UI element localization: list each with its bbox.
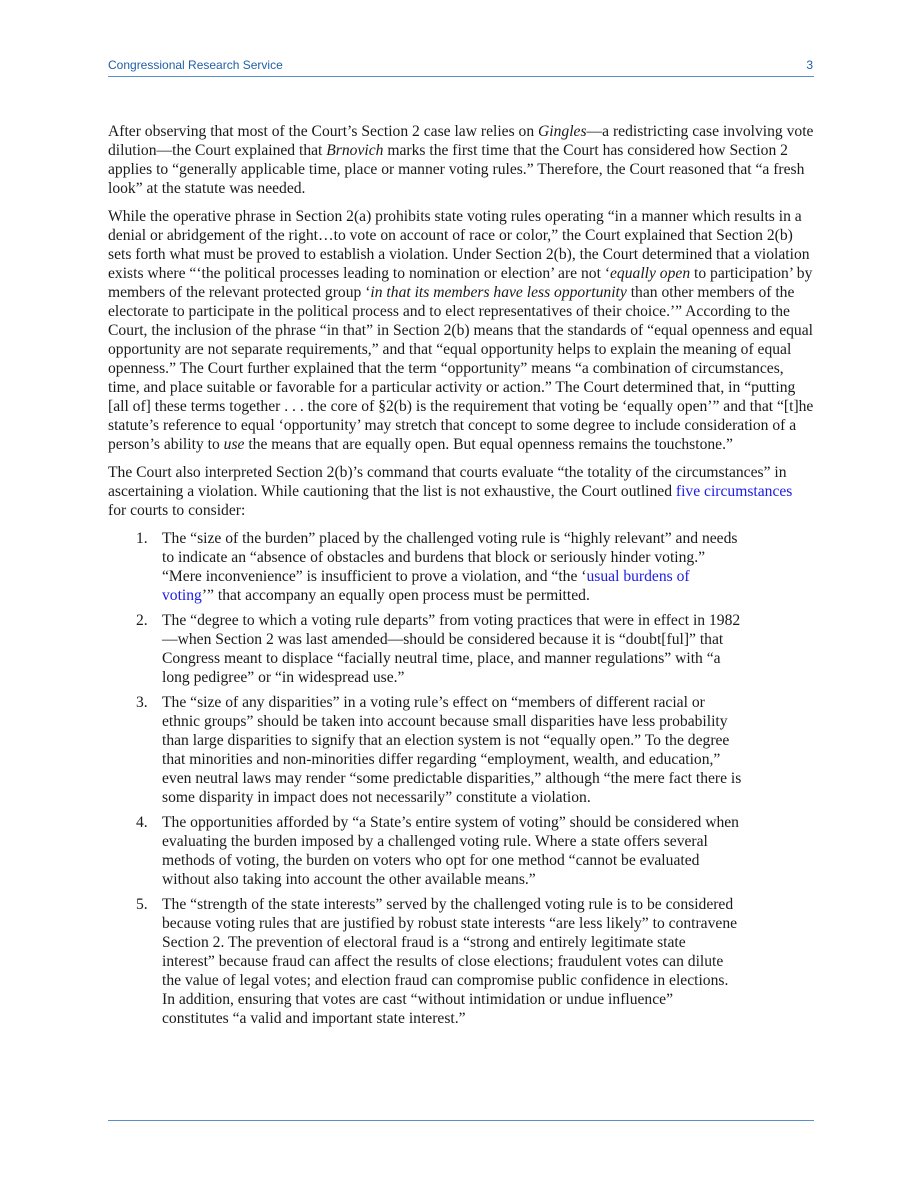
list-item: 4. The opportunities afforded by “a State’s entire system of voting” should be considered when evaluating the burden imposed by a challenged voting rule. Where a state offers several methods of voting, the burden on voters who opt for one method “cannot be evaluated without also taking into account the other available means.”: [136, 814, 739, 888]
paragraph-section-2b: While the operative phrase in Section 2(a) prohibits state voting rules operating “in a manner which results in a denial or abridgement of the right…to vote on account of race or color,” the Court explained that Section 2(b) sets forth what must be proved to establish a violation. Under Section 2(b), the Court determined that a violation exists where “‘the political processes leading to nomination or election’ are not ‘equally open to participation’ by members of the relevant protected group ‘in that its members have less opportunity than other members of the electorate to participate in the political process and to elect representatives of their choice.’” According to the Court, the inclusion of the phrase “in that” in Section 2(b) means that the standards of “equal openness and equal opportunity are not separate requirements,” and that “equal opportunity helps to explain the meaning of equal openness.” The Court further explained that the term “opportunity” means “a combination of circumstances, time, and place suitable or favorable for a particular activity or action.” The Court determined that, in “putting [all of] these terms together . . . the core of §2(b) is the requirement that voting be ‘equally open’” and that “[t]he statute’s reference to equal ‘opportunity’ may stretch that concept to some degree to include consideration of a person’s ability to use the means that are equally open. But equal openness remains the touchstone.”: [108, 208, 814, 453]
five-circumstances-link[interactable]: five circumstances: [675, 483, 793, 500]
list-item-number: 1.: [136, 530, 148, 547]
document-body: [108, 122, 814, 1034]
header-divider: [108, 76, 814, 77]
usual-burdens-link[interactable]: usual burdens of voting: [162, 568, 690, 604]
paragraph-brnovich-context: After observing that most of the Court’s Section 2 case law relies on Gingles—a redistricting case involving vote dilution—the Court explained that Brnovich marks the first time that the Court has considered how Section 2 applies to “generally applicable time, place or manner voting rules.” Therefore, the Court reasoned that “a fresh look” at the statute was needed.: [108, 123, 814, 197]
list-item: 5. The “strength of the state interests” served by the challenged voting rule is to be considered because voting rules that are justified by robust state interests “are less likely” to contravene Section 2. The prevention of electoral fraud is a “strong and entirely legitimate state interest” because fraud can affect the results of close elections; fraudulent votes can dilute the value of legal votes; and election fraud can compromise public confidence in elections. In addition, ensuring that votes are cast “without intimidation or undue influence” constitutes “a valid and important state interest.”: [136, 896, 738, 1027]
header-org-name: Congressional Research Service: [108, 58, 283, 72]
list-item-number: 4.: [136, 814, 148, 831]
list-item: 3. The “size of any disparities” in a voting rule’s effect on “members of different racial or ethnic groups” should be taken into account because small disparities have less probability than large disparities to signify that an election system is not “equally open.” To the degree that minorities and non-minorities differ regarding “employment, wealth, and education,” even neutral laws may render “some predictable disparities,” although “the mere fact there is some disparity in impact does not necessarily” constitute a violation.: [136, 694, 742, 806]
paragraph-totality-of-circumstances: The Court also interpreted Section 2(b)’s command that courts evaluate “the totality of the circumstances” in ascertaining a violation. While cautioning that the list is not exhaustive, the Court outlined five circumstances for courts to consider:: [108, 464, 793, 519]
list-item-number: 3.: [136, 694, 148, 711]
page-number: 3: [806, 58, 813, 72]
case-name-brnovich: Brnovich: [326, 142, 384, 159]
circumstances-list: [108, 529, 814, 1028]
list-item-number: 5.: [136, 896, 148, 913]
footer-divider: [108, 1120, 814, 1121]
case-name-gingles: Gingles: [538, 123, 587, 140]
list-item: 2. The “degree to which a voting rule departs” from voting practices that were in effect in 1982—when Section 2 was last amended—should be considered because it is “doubt[ful]” that Congress meant to displace “facially neutral time, place, and manner regulations” with “a long pedigree” or “in widespread use.”: [136, 612, 741, 686]
list-item: 1. The “size of the burden” placed by the challenged voting rule is “highly relevant” and needs to indicate an “absence of obstacles and burdens that block or seriously hinder voting.” “Mere inconvenience” is insufficient to prove a violation, and “the ‘usual burdens of voting’” that accompany an equally open process must be permitted.: [136, 530, 738, 604]
list-item-number: 2.: [136, 612, 148, 629]
